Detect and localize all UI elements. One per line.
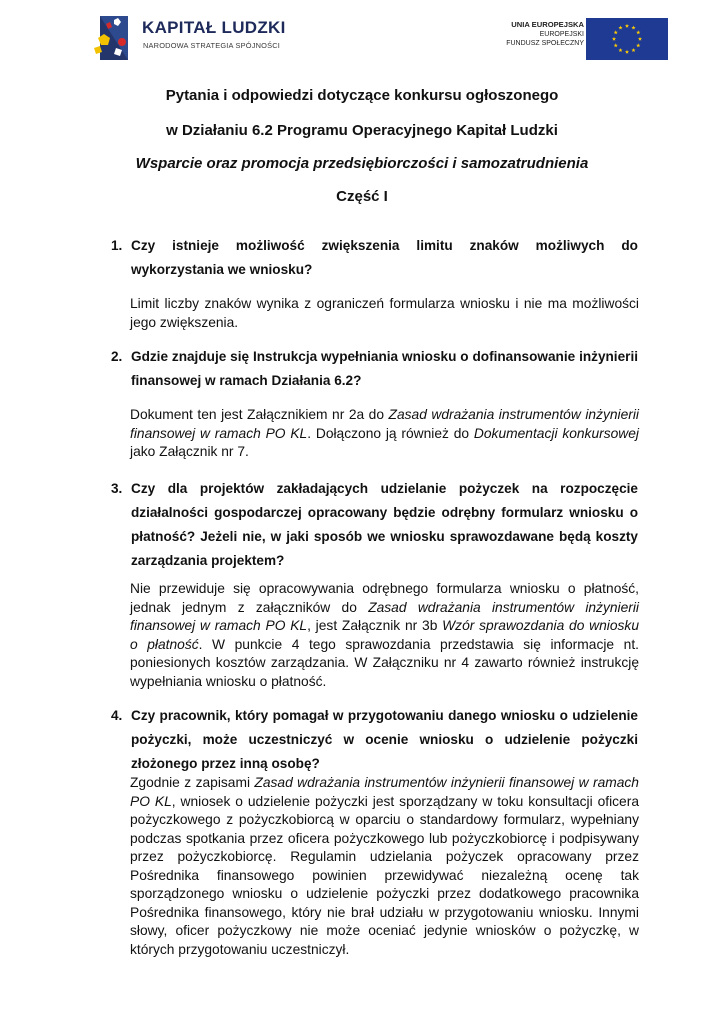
question-text: Gdzie znajduje się Instrukcja wypełniania wniosku o dofinansowanie inżynierii finansowej w ramach Działania 6.2? (131, 349, 638, 388)
eu-flag-icon (586, 18, 668, 60)
kl-logo-title: KAPITAŁ LUDZKI (142, 18, 286, 37)
question-text: Czy pracownik, który pomagał w przygotowaniu danego wniosku o udzielenie pożyczki, może uczestniczyć w ocenie wniosku o udzielenie pożyczki złożonego przez inną osobę? (131, 708, 638, 771)
answer-2 (130, 406, 639, 462)
eu-logo-text (506, 20, 584, 49)
eu-line2: EUROPEJSKI (539, 30, 584, 38)
answer-italic-segment: Zasad wdrażania instrumentów inżynierii finansowej w ramach PO KL (130, 599, 639, 633)
answer-italic-segment: Dokumentacji konkursowej (473, 425, 639, 441)
eu-logo (496, 18, 668, 60)
answer-segment: Zgodnie z zapisami (130, 775, 255, 790)
answer-segment: . Dołączono ją również do (307, 425, 474, 441)
answer-segment: , jest Załącznik nr 3b (307, 618, 443, 633)
page-header (0, 0, 724, 70)
question-4 (111, 704, 638, 776)
eu-line1: UNIA EUROPEJSKA (511, 20, 584, 29)
answer-3 (130, 580, 639, 691)
answer-segment: Limit liczby znaków wynika z ograniczeń formularza wniosku i nie ma możliwości jego zwiększenia. (130, 296, 639, 330)
question-number: 2. (111, 349, 123, 364)
answer-italic-segment: Wzór sprawozdania do wniosku o płatność (130, 618, 639, 652)
question-text: Czy istnieje możliwość zwiększenia limitu znaków możliwych do wykorzystania we wniosku? (131, 238, 638, 277)
title-line-1: Pytania i odpowiedzi dotyczące konkursu ogłoszonego (165, 87, 559, 104)
answer-1 (130, 295, 639, 332)
kapital-ludzki-logo (92, 12, 292, 64)
answer-segment: . W punkcie 4 tego sprawozdania przedstawia się informacje nt. poniesionych kosztów zarządzania. W Załączniku nr 4 zawarto również instrukcję wypełniania wniosku o płatność. (130, 636, 639, 689)
question-number: 1. (111, 238, 123, 253)
question-2 (111, 345, 638, 393)
answer-italic-segment: Zasad wdrażania instrumentów inżynierii finansowej w ramach PO KL (130, 775, 639, 809)
kl-logo-subtitle: NARODOWA STRATEGIA SPÓJNOŚCI (143, 41, 281, 50)
title-line-3: Wsparcie oraz promocja przedsiębiorczości i samozatrudnienia (135, 155, 589, 172)
question-1 (111, 234, 638, 282)
answer-segment: jako Załącznik nr 7. (130, 444, 249, 459)
question-text: Czy dla projektów zakładających udzielanie pożyczek na rozpoczęcie działalności gospodarczej opracowany będzie odrębny formularz wniosku o płatność? Jeżeli nie, w jaki sposób we wniosku sprawozdawane będą koszty zarządzania projektem? (131, 481, 638, 568)
answer-4 (130, 774, 639, 959)
kapital-ludzki-emblem-icon (92, 12, 138, 64)
answer-segment: , wniosek o udzielenie pożyczki jest sporządzany w toku konsultacji oficera pożyczkowego z pożyczkobiorcą w oparciu o standardowy formularz, wypełniany podczas spotkania przez oficera pożyczkowego lub pożyczkobiorcę i podpisywany przez pożyczkobiorcę. Regulamin udzielania pożyczek opracowany przez Pośrednika finansowego powinien przewidywać niezależną ocenę tak sporządzonego wniosku o udzielenie pożyczki przez dodatkowego pracownika Pośrednika finansowego, który nie brał udziału w przygotowaniu wniosku. Innymi słowy, oficer pożyczkowy nie może oceniać jedynie wniosków o pożyczkę, w których przygotowaniu uczestniczył. (130, 793, 639, 957)
answer-segment: Nie przewiduje się opracowywania odrębnego formularza wniosku o płatność, jednak jednym z załączników do (130, 581, 639, 615)
part-heading: Część I (336, 188, 388, 205)
eu-line3: FUNDUSZ SPOŁECZNY (506, 40, 584, 47)
question-number: 3. (111, 481, 123, 496)
question-3 (111, 477, 638, 573)
answer-italic-segment: Zasad wdrażania instrumentów inżynierii finansowej w ramach PO KL (130, 407, 639, 441)
question-number: 4. (111, 708, 123, 723)
title-line-2: w Działaniu 6.2 Programu Operacyjnego Kapitał Ludzki (166, 122, 558, 139)
answer-segment: Dokument ten jest Załącznikiem nr 2a do (130, 407, 389, 422)
